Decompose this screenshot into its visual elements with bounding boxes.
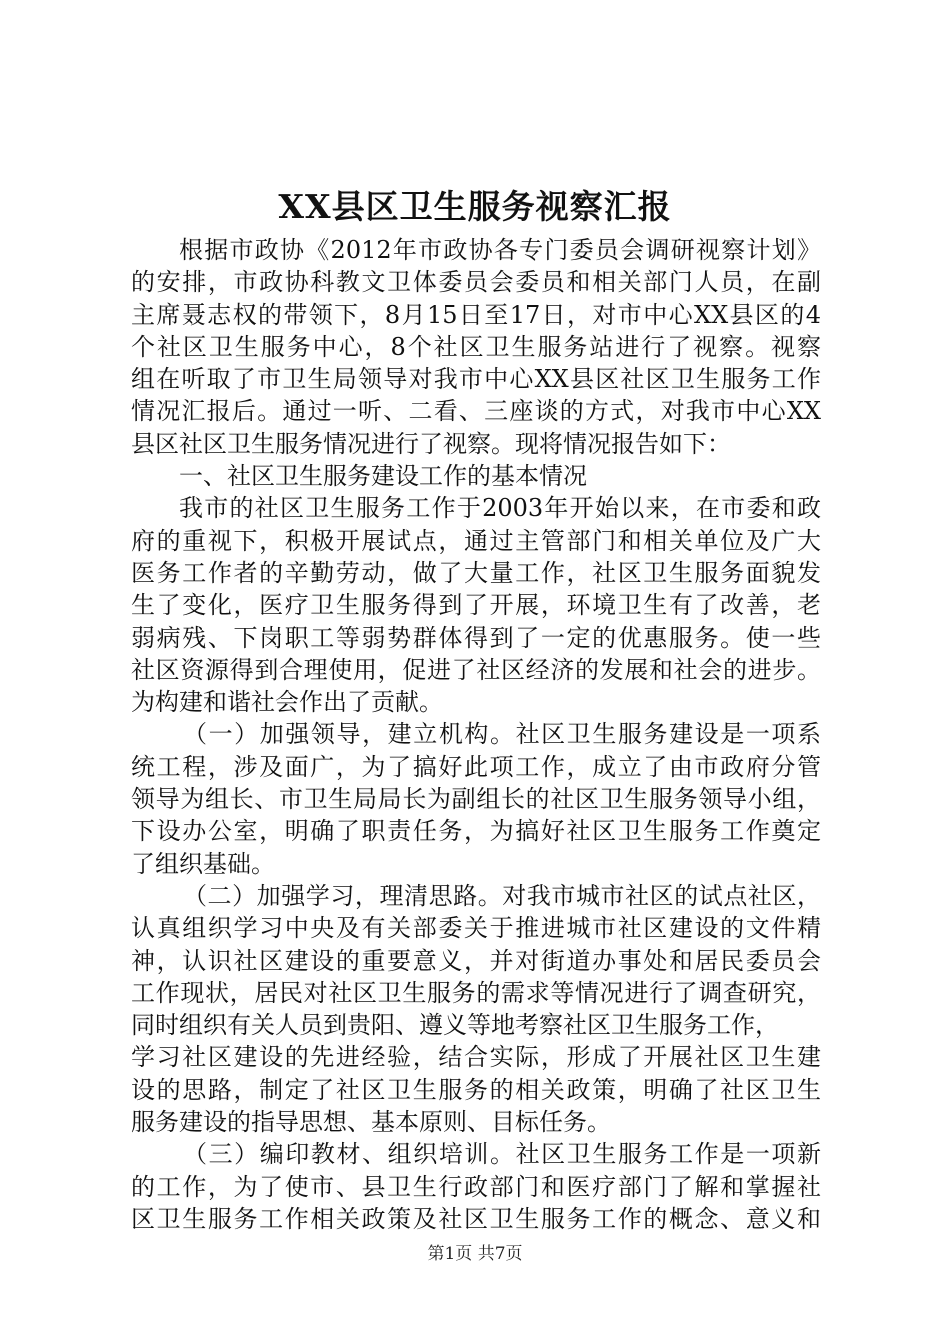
- text-line: 的工作，为了使市、县卫生行政部门和医疗部门了解和掌握社: [131, 1172, 821, 1201]
- text-line: 下设办公室，明确了职责任务，为搞好社区卫生服务工作奠定: [131, 817, 821, 846]
- text-line: 县区社区卫生服务情况进行了视察。现将情况报告如下：: [131, 429, 731, 458]
- text-line: 工作现状，居民对社区卫生服务的需求等情况进行了调查研究，: [131, 978, 821, 1007]
- text-line: 组在听取了市卫生局领导对我市中心XX县区社区卫生服务工作: [131, 365, 821, 394]
- subsection-line: （二）加强学习，理清思路。对我市城市社区的试点社区，: [183, 881, 821, 910]
- text-line: 医务工作者的辛勤劳动，做了大量工作，社区卫生服务面貌发: [131, 558, 821, 587]
- text-line: 生了变化，医疗卫生服务得到了开展，环境卫生有了改善，老: [131, 591, 821, 620]
- document-title: XX县区卫生服务视察汇报: [278, 187, 672, 226]
- text-line: 社区资源得到合理使用，促进了社区经济的发展和社会的进步。: [131, 655, 821, 684]
- subsection-line: （三）编印教材、组织培训。社区卫生服务工作是一项新: [183, 1140, 821, 1169]
- text-line: 神，认识社区建设的重要意义，并对街道办事处和居民委员会: [131, 946, 821, 975]
- text-line: 弱病残、下岗职工等弱势群体得到了一定的优惠服务。使一些: [131, 623, 821, 652]
- text-line: 领导为组长、市卫生局局长为副组长的社区卫生服务领导小组，: [131, 785, 821, 814]
- text-line: 服务建设的指导思想、基本原则、目标任务。: [131, 1108, 611, 1137]
- page-number-footer: 第1页 共7页: [427, 1244, 523, 1264]
- text-line: 府的重视下，积极开展试点，通过主管部门和相关单位及广大: [131, 526, 821, 555]
- text-line: 设的思路，制定了社区卫生服务的相关政策，明确了社区卫生: [131, 1075, 821, 1104]
- text-line: 了组织基础。: [131, 849, 275, 878]
- subsection-line: （一）加强领导，建立机构。社区卫生服务建设是一项系: [183, 720, 821, 749]
- document-body: [131, 234, 821, 1235]
- text-line: 个社区卫生服务中心，8个社区卫生服务站进行了视察。视察: [131, 332, 821, 361]
- text-line: 同时组织有关人员到贵阳、遵义等地考察社区卫生服务工作，: [131, 1011, 779, 1040]
- text-line: 区卫生服务工作相关政策及社区卫生服务工作的概念、意义和: [131, 1204, 821, 1233]
- text-line: 根据市政协《2012年市政协各专门委员会调研视察计划》: [179, 236, 821, 264]
- section-heading: 一、社区卫生服务建设工作的基本情况: [179, 462, 587, 491]
- text-line: 认真组织学习中央及有关部委关于推进城市社区建设的文件精: [131, 914, 821, 943]
- text-line: 统工程，涉及面广，为了搞好此项工作，成立了由市政府分管: [131, 752, 821, 781]
- text-line: 的安排，市政协科教文卫体委员会委员和相关部门人员，在副: [131, 268, 821, 297]
- text-line: 为构建和谐社会作出了贡献。: [131, 688, 443, 717]
- text-line: 学习社区建设的先进经验，结合实际，形成了开展社区卫生建: [131, 1043, 821, 1072]
- text-line: 主席聂志权的带领下，8月15日至17日，对市中心XX县区的4: [131, 300, 821, 329]
- text-line: 情况汇报后。通过一听、二看、三座谈的方式，对我市中心XX: [131, 397, 821, 426]
- text-line: 我市的社区卫生服务工作于2003年开始以来，在市委和政: [179, 494, 821, 523]
